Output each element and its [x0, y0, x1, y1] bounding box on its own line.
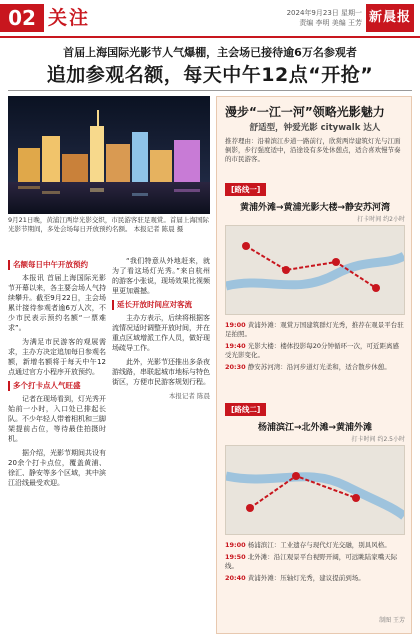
route-map: [225, 225, 405, 315]
article-subhead: 多个打卡点人气旺盛: [8, 381, 106, 391]
article-paragraph: 本报讯 首届上海国际光影节开幕以来，各主要会场人气持续攀升。截至9月22日，主会场累计接待参观者逾6万人次，不少市民表示预约名额“一票难求”。: [8, 274, 106, 332]
newspaper-logo: 新晨报: [366, 4, 414, 32]
stop-text: 黄浦外滩：观赏万国建筑群灯光秀，推荐在观景平台驻足拍照。: [225, 321, 404, 338]
editor-credit: 责编 李明 美编 王芳: [299, 19, 362, 27]
article-photo: [8, 96, 210, 214]
stop-text: 杨浦滨江：工业遗存与现代灯光交融，别具风格。: [247, 541, 391, 549]
article-paragraph: 据介绍，光影节期间共设有20余个打卡点位，覆盖黄浦、徐汇、静安等多个区域，其中滨江沿线最受欢迎。: [8, 449, 106, 487]
route-map: [225, 445, 405, 535]
route-duration: 打卡时间 约2小时: [357, 216, 405, 223]
route-duration: 打卡时间 约2.5小时: [351, 436, 405, 443]
stop-time: 20:40: [225, 574, 246, 582]
route-tag: [路线一]: [225, 183, 266, 196]
stop-time: 19:00: [225, 321, 246, 329]
route-stop: [225, 541, 405, 550]
article-column-1: [8, 256, 106, 634]
route-stop: [225, 321, 405, 339]
stop-time: 20:30: [225, 363, 246, 371]
article-column-2: [112, 256, 210, 634]
article-paragraph: 主办方表示，后续将根据客流情况适时调整开放时间，并在重点区域增派工作人员，做好现场疏导工作。: [112, 314, 210, 352]
panel-title: 漫步“一江一河”领略光影魅力: [225, 105, 385, 119]
route-stops: [225, 321, 405, 397]
article-subhead: 名额每日中午开放预约: [8, 260, 106, 270]
panel-credit: 制图 王芳: [379, 617, 405, 624]
headline-divider: [8, 90, 412, 91]
route-title: 黄浦外滩→黄浦光影大楼→静安苏河湾: [239, 203, 391, 213]
stop-text: 北外滩：沿江观景平台视野开阔，可远眺陆家嘴天际线。: [225, 553, 398, 570]
panel-subtitle: 舒适型，钟爱光影 citywalk 达人: [249, 123, 381, 133]
stop-time: 19:00: [225, 541, 246, 549]
article-kicker: 首届上海国际光影节人气爆棚，主会场已接待逾6万名参观者: [63, 46, 357, 59]
route-map-illustration: [226, 226, 404, 314]
article-paragraph: 记者在现场看到，灯光秀开始前一小时，入口处已排起长队。不少年轻人带着相机和三脚架提前占位，等待最佳拍摄时机。: [8, 395, 106, 443]
route-stop: [225, 363, 405, 372]
page-number: 02: [0, 4, 44, 32]
article-paragraph: 为满足市民游客的观展需求，主办方决定追加每日参观名额，新增名额将于每天中午12点通过官方小程序开放预约。: [8, 338, 106, 376]
citywalk-panel: [216, 96, 412, 634]
article-paragraph: 此外，光影节还推出多条夜游线路，串联起城市地标与特色街区，方便市民游客规划行程。: [112, 358, 210, 386]
issue-date: [287, 8, 362, 28]
route-stop: [225, 553, 405, 571]
article-paragraph: “我们特意从外地赶来，就为了看这场灯光秀。”来自杭州的游客小张说，现场效果比视频里更加震撼。: [112, 257, 210, 295]
stop-text: 光影大楼：楼体投影每20分钟循环一次，可近距离感受光影变化。: [225, 342, 400, 359]
stop-text: 黄浦外滩：压轴灯光秀，建议提前到场。: [247, 574, 365, 582]
night-skyline-illustration: [8, 96, 210, 214]
section-title: 关注: [48, 7, 91, 29]
panel-intro: 推荐理由：沿着滨江步道一路前行，欣赏两岸建筑灯光与江面倒影，步行强度适中，沿途设有多处休憩点，适合喜欢慢节奏的市民游客。: [225, 137, 401, 163]
route-stop: [225, 342, 405, 360]
route-map-illustration: [226, 446, 404, 534]
masthead: [0, 0, 420, 38]
route-stops: [225, 541, 405, 611]
article-subhead: 延长开放时间应对客流: [112, 300, 210, 310]
route-title: 杨浦滨江→北外滩→黄浦外滩: [257, 423, 373, 433]
article-headline: 追加参观名额，每天中午12点“开抢”: [46, 64, 374, 86]
photo-caption: 9月21日晚，黄浦江两岸光影交织，市民游客驻足观赏。首届上海国际光影节期间，多处会场每日开放预约名额。 本报记者 陈晨 摄: [8, 216, 209, 233]
stop-time: 19:40: [225, 342, 246, 350]
article-byline: 本报记者 陈晨: [168, 392, 210, 400]
date-text: 2024年9月23日 星期一: [286, 9, 362, 17]
route-stop: [225, 574, 405, 583]
stop-time: 19:50: [225, 553, 246, 561]
stop-text: 静安苏河湾：沿河步道灯光柔和，适合散步休憩。: [247, 363, 391, 371]
route-tag: [路线二]: [225, 403, 266, 416]
